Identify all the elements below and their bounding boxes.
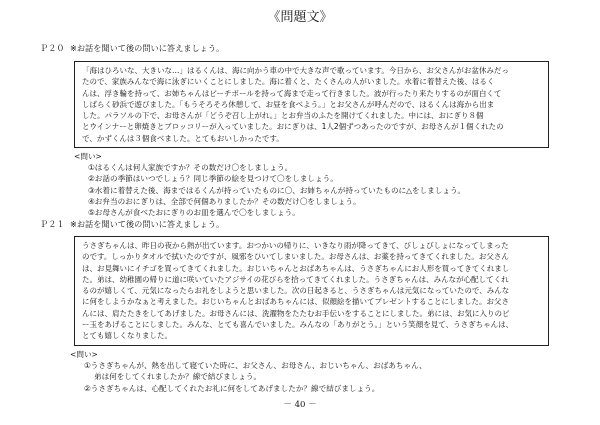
question-item: 弟は何をしてくれましたか？線で結びましょう。 (94, 372, 262, 382)
question-21-instruction: ※お話を聞いて後の問いに答えましょう。 (70, 219, 225, 229)
story-box-20 (74, 61, 549, 148)
story-line: は、お見舞いにイチゴを買ってきてくれました。おじいちゃんとおばあちゃんは、うさぎちゃんにお人形を買ってきてくれまし (82, 263, 510, 273)
question-20-number: Ｐ２０ (40, 43, 65, 53)
question-20-header (40, 43, 224, 54)
story-line: に何をしようかなぁと考えました。おじいちゃんとおばあちゃんには、似顔絵を描いてプレゼントすることにしました。お父さ (82, 297, 509, 307)
question-item: ③水着に着替えた後、海まではるくんが持っていたものに〇、お姉ちゃんが持っていたものに△をしましょう。 (88, 185, 466, 195)
page-title: 《問題文》 (267, 10, 333, 25)
page-number: － 40 － (283, 400, 317, 410)
question-20-instruction: ※お話を聞いて後の問いに答えましょう。 (70, 43, 225, 53)
question-item: ②お話の季節はいつでしょう？同じ季節の絵を見つけて〇をしましょう。 (88, 174, 338, 184)
story-line: んには、肩たたきをしてあげました。お母さんには、洗濯物をたたむお手伝いをすることにしました。弟には、お気に入りのビ (82, 308, 510, 318)
story-box-21 (74, 236, 549, 346)
story-line: ー玉をあげることにしました。みんな、とても喜んでいました。みんなの「ありがとう。」という笑顔を見て、うさぎちゃんは、 (82, 320, 514, 330)
story-line: うさぎちゃんは、昨日の夜から熱が出ています。おつかいの帰りに、いきなり雨が降ってきて、びしょびしょになってしまった (82, 241, 509, 250)
story-line: しばらく砂浜で遊びました。「もうそろそろ休憩して、お昼を食べよう。」とお父さんが呼んだので、はるくんは海から出ま (82, 99, 495, 109)
question-item: ①はるくんは何人家族ですか？その数だけ〇をしましょう。 (88, 163, 293, 173)
question-item: ②うさぎちゃんは、心配してくれたお礼に何をしてあげましたか？線で結びましょう。 (84, 383, 380, 393)
question-item: ④お弁当のおにぎりは、全部で何個ありましたか？その数だけ〇をしましょう。 (88, 196, 361, 206)
question-list-20 (74, 151, 465, 218)
story-line: した。パラソルの下で、お母さんが「どうぞ召し上がれ。」とお弁当のふたを開けてくれました。中には、おにぎり８個 (82, 111, 484, 121)
questions-header: <問い> (70, 350, 98, 359)
question-21-header (40, 219, 224, 230)
story-line: とウインナーと卵焼きとブロッコリーが入っていました。おにぎりは、1人2個ずつあったのですが、お母さんが１個くれたの (82, 122, 504, 132)
question-21-number: Ｐ２１ (40, 219, 65, 229)
story-line: で、かずくんは３個食べました。とてもおいしかったです。 (82, 133, 284, 143)
question-list-21 (70, 349, 427, 394)
story-line: のです。しっかりタオルで拭いたのですが、風邪をひいてしまいました。お母さんは、お薬を持ってきてくれました。お父さん (82, 252, 509, 262)
story-line: た。弟は、幼稚園の帰りに道に咲いていたアジサイの花びらを拾ってきてくれました。うさぎちゃんは、みんなが心配してくれ (82, 274, 509, 284)
story-line: たので、家族みんなで海に泳ぎにいくことにしました。海に着くと、たくさんの人がいました。水着に着替えた後、はるく (82, 77, 495, 87)
story-line: るのが嬉しくて、元気になったらお礼をしようと思いました。次の日起きると、うさぎちゃんは元気になっていたので、みんな (82, 286, 510, 296)
questions-header: <問い> (74, 152, 102, 161)
story-line: んは、浮き輪を持って、お姉ちゃんはビーチボールを持って海まで走って行きました。波が行ったり来たりするのが面白くて (82, 88, 502, 98)
story-line: 「海はひろいな、大きいな…」はるくんは、海に向かう車の中で大きな声で歌っています。今日から、お父さんがお盆休みだっ (82, 66, 509, 75)
story-line: とても嬉しくなりました。 (82, 331, 172, 341)
question-item: ①うさぎちゃんが、熱を出して寝ていた時に、お父さん、お母さん、おじいちゃん、おばあちゃん、 (84, 361, 427, 371)
question-item: ⑤お母さんが食べたおにぎりのお皿を選んで〇をしましょう。 (88, 208, 300, 218)
